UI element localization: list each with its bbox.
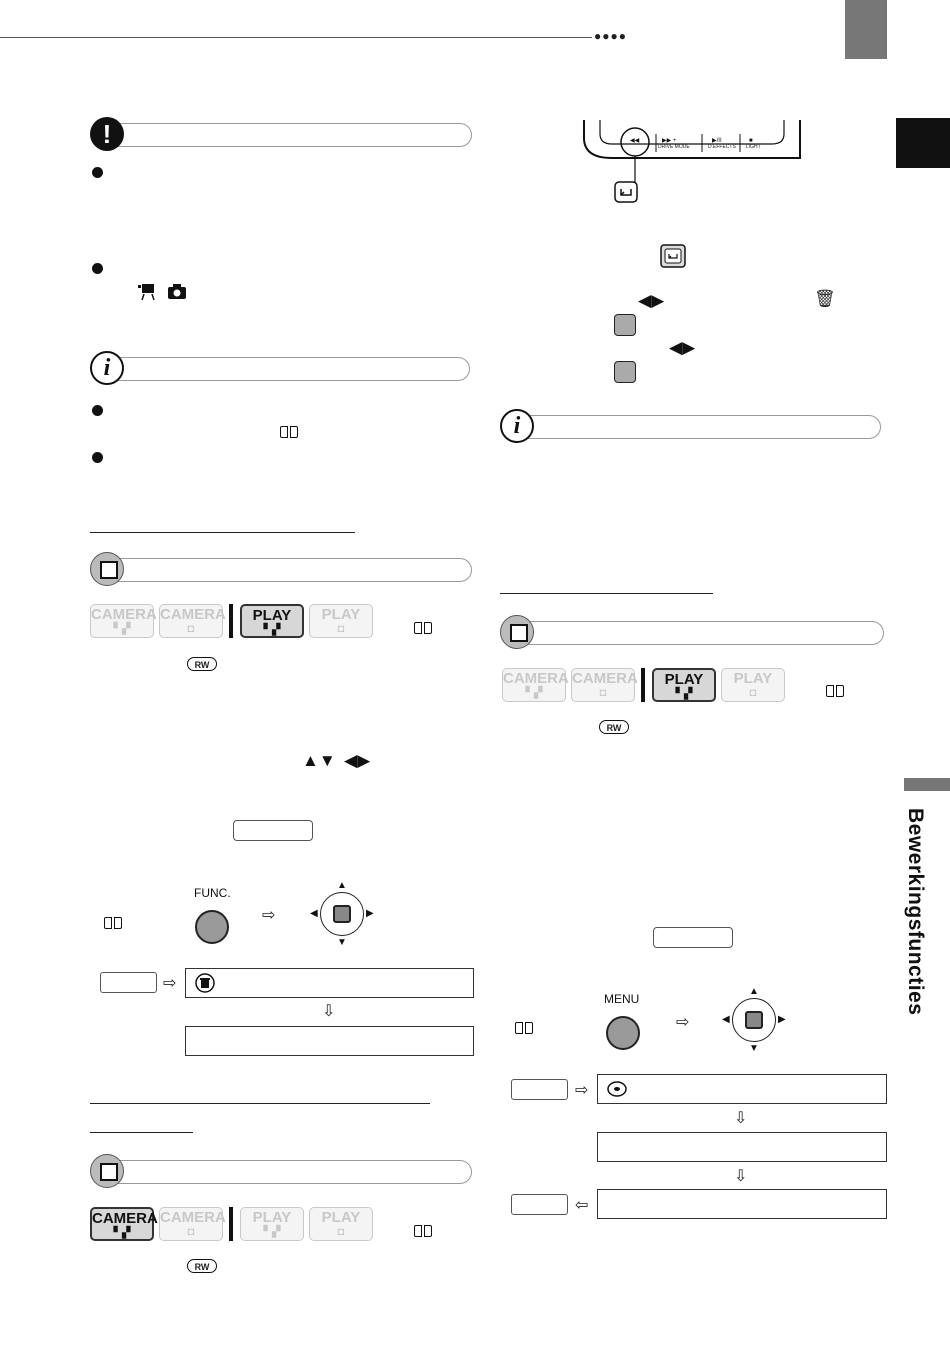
menu-step-box — [597, 1189, 887, 1219]
joystick-icon: ▲ ▼ ◀ ▶ — [310, 880, 374, 948]
book-icon — [826, 685, 844, 699]
mode-camera-photo: CAMERA ◘ — [159, 604, 223, 638]
arrow-right-icon: ⇨ — [575, 1082, 589, 1099]
sidebar-section-title: Bewerkingsfuncties — [904, 808, 927, 1016]
func-label: FUNC. — [194, 886, 231, 900]
mode-label: PLAY — [321, 606, 361, 623]
disc-rw-badge — [599, 720, 629, 734]
movie-photo-icons — [136, 282, 190, 302]
svg-text:◀◀: ◀◀ — [630, 138, 640, 144]
mode-camera-movie: CAMERA ▘▞ — [502, 668, 566, 702]
mode-label: CAMERA — [160, 606, 226, 623]
set-button-icon — [614, 361, 636, 383]
left-right-arrows-icon: ◀▶ — [669, 338, 696, 357]
mode-divider — [229, 1207, 233, 1241]
arrow-right-icon: ⇨ — [262, 907, 276, 924]
options-bar — [107, 1160, 472, 1184]
button-graphic — [653, 927, 733, 948]
warning-icon: ! — [90, 117, 124, 151]
disc-label: RW — [606, 723, 622, 733]
arrow-left-icon: ⇦ — [575, 1197, 589, 1214]
bullet — [92, 263, 103, 274]
arrow-down-icon: ⇩ — [734, 1168, 748, 1185]
disc-icon — [607, 1079, 627, 1099]
info-icon: i — [90, 351, 124, 385]
book-icon — [414, 622, 432, 636]
return-icon — [660, 244, 686, 268]
button-graphic — [233, 820, 313, 841]
menu-step-button — [100, 972, 157, 993]
mode-label: CAMERA — [572, 670, 638, 687]
book-icon — [414, 1225, 432, 1239]
header-rule — [0, 37, 592, 38]
mode-divider — [641, 668, 645, 702]
section-heading-underline — [90, 1132, 193, 1133]
bullet — [92, 167, 103, 178]
mode-camera-photo: CAMERA ◘ — [571, 668, 635, 702]
mode-divider — [229, 604, 233, 638]
disc-rw-badge — [187, 1259, 217, 1273]
section-heading-underline — [500, 593, 713, 594]
checklist-icon — [500, 615, 534, 649]
header-tab — [845, 0, 887, 59]
menu-step-box — [597, 1074, 887, 1104]
mode-play-movie: PLAY ▘▞ — [652, 668, 716, 702]
mode-play-photo: PLAY ◘ — [721, 668, 785, 702]
mode-play-photo: PLAY ◘ — [309, 1207, 373, 1241]
arrow-right-icon: ⇨ — [163, 975, 177, 992]
trash-icon: 🗑 — [814, 289, 836, 308]
book-icon — [104, 917, 122, 931]
chapter-tab — [896, 118, 950, 168]
menu-step-box — [185, 968, 474, 998]
mode-label: CAMERA — [160, 1209, 226, 1226]
return-icon — [614, 181, 638, 203]
section-heading-underline — [90, 532, 355, 533]
section-tab — [904, 778, 950, 791]
mode-camera-photo: CAMERA ◘ — [159, 1207, 223, 1241]
up-down-arrows-icon: ▲▼ — [302, 751, 336, 770]
joystick-icon: ▲ ▼ ◀ ▶ — [722, 986, 786, 1054]
mode-label: PLAY — [664, 671, 704, 688]
disc-rw-badge — [187, 657, 217, 671]
checklist-icon — [90, 552, 124, 586]
svg-text:■: ■ — [749, 138, 753, 144]
menu-step-button — [511, 1079, 568, 1100]
disc-label: RW — [194, 1262, 210, 1272]
left-right-arrows-icon: ◀▶ — [344, 751, 371, 770]
important-bar — [107, 123, 472, 147]
mode-camera-movie: CAMERA ▘▞ — [90, 1207, 154, 1241]
panel-label-light: LIGHT — [746, 144, 761, 150]
func-button-icon — [195, 910, 229, 944]
options-bar — [107, 558, 472, 582]
mode-label: PLAY — [252, 607, 292, 624]
delete-scene-icon — [195, 973, 215, 993]
mode-play-movie: PLAY ▘▞ — [240, 604, 304, 638]
mode-camera-movie: CAMERA ▘▞ — [90, 604, 154, 638]
svg-text:▶/II: ▶/II — [712, 138, 722, 144]
panel-label-effects: D.EFFECTS — [708, 144, 736, 150]
book-icon — [280, 426, 298, 440]
menu-step-button — [511, 1194, 568, 1215]
mode-label: CAMERA — [503, 670, 569, 687]
info-bar — [517, 415, 881, 439]
disc-label: RW — [194, 660, 210, 670]
header-dots: ●●●● — [594, 29, 627, 43]
menu-label: MENU — [604, 992, 640, 1006]
mode-play-movie: PLAY ▘▞ — [240, 1207, 304, 1241]
menu-step-box — [185, 1026, 474, 1056]
info-icon: i — [500, 409, 534, 443]
bullet — [92, 405, 103, 416]
left-right-arrows-icon: ◀▶ — [638, 291, 665, 310]
checklist-icon — [90, 1154, 124, 1188]
mode-label: CAMERA — [92, 1210, 158, 1227]
section-heading-underline — [90, 1103, 430, 1104]
menu-button-icon — [606, 1016, 640, 1050]
mode-label: PLAY — [252, 1209, 292, 1226]
menu-step-box — [597, 1132, 887, 1162]
mode-play-photo: PLAY ◘ — [309, 604, 373, 638]
mode-label: PLAY — [733, 670, 773, 687]
info-bar — [107, 357, 470, 381]
arrow-down-icon: ⇩ — [322, 1003, 336, 1020]
arrow-down-icon: ⇩ — [734, 1110, 748, 1127]
bullet — [92, 452, 103, 463]
mode-label: PLAY — [321, 1209, 361, 1226]
set-button-icon — [614, 314, 636, 336]
book-icon — [515, 1022, 533, 1036]
options-bar — [517, 621, 884, 645]
panel-label-drive: DRIVE MODE — [658, 144, 690, 150]
svg-text:▶▶ +: ▶▶ + — [662, 138, 677, 144]
arrow-right-icon: ⇨ — [676, 1014, 690, 1031]
mode-label: CAMERA — [91, 606, 157, 623]
